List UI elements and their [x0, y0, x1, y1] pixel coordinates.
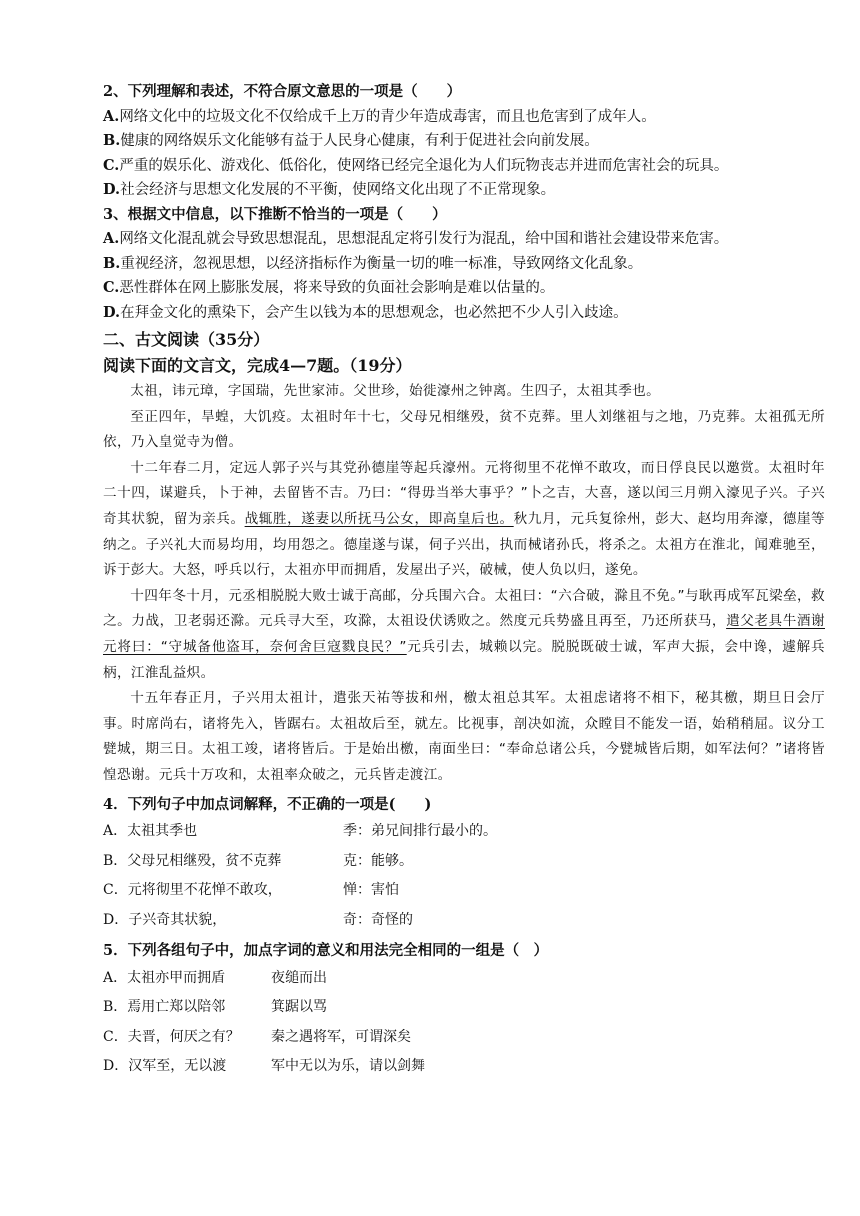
q4-sentence-d: D．子兴奇其状貌， [103, 911, 227, 928]
question-4 [103, 793, 825, 936]
classical-passage [103, 379, 825, 789]
reading-intro: 阅读下面的文言文，完成4—7题。（19分） [103, 356, 412, 375]
q5-left-b: B．焉用亡郑以陪邻 [103, 999, 226, 1015]
q5-left-c: C．夫晋，何厌之有？ [103, 1028, 240, 1045]
exam-page [103, 80, 825, 1082]
q4-meaning-a: 季：弟兄间排行最小的。 [343, 823, 497, 839]
question-4-title: 4．下列句子中加点词解释，不正确的一项是( ) [103, 795, 432, 813]
underlined-sentence-2: 遣父老具牛酒谢元将曰：“守城备他盗耳，奈何舍巨寇戮良民？” [103, 613, 825, 655]
q4-sentence-b: B．父母兄相继殁，贫不克葬 [103, 852, 282, 869]
q5-left-a: A．太祖亦甲而拥盾 [103, 969, 226, 986]
q4-options [103, 817, 825, 935]
question-2 [103, 80, 825, 203]
q2-option-b: B.健康的网络娱乐文化能够有益于人民身心健康，有利于促进社会向前发展。 [103, 132, 599, 149]
passage-paragraph-4: 十四年冬十月，元丞相脱脱大败士诚于高邮，分兵围六合。太祖曰：“六合破，滁且不免。”与耿再成军瓦梁垒，救之。力战，卫老弱还滁。元兵寻大至，攻滁，太祖设伏诱败之。然度元兵势盛且再至，乃还所获马，遣父老具牛酒谢元将曰：“守城备他盗耳，奈何舍巨寇戮良民？”元兵引去，城赖以完。脱脱既破士诚，军声大振，会中谗，遽解兵柄，江淮乱益炽。 [103, 587, 825, 681]
q4-meaning-b: 克：能够。 [343, 852, 413, 869]
question-3 [103, 203, 825, 326]
q5-right-b: 箕踞以骂 [271, 999, 327, 1015]
q4-sentence-a: A．太祖其季也 [103, 823, 198, 839]
question-5-title: 5．下列各组句子中，加点字词的意义和用法完全相同的一组是（ ） [103, 942, 549, 959]
question-3-title: 3、根据文中信息，以下推断不恰当的一项是（ ） [103, 205, 447, 223]
passage-paragraph-2: 至正四年，旱蝗，大饥疫。太祖时年十七，父母兄相继殁，贫不克葬。里人刘继祖与之地，乃克葬。太祖孤无所依，乃入皇觉寺为僧。 [103, 408, 825, 451]
q2-option-d: D.社会经济与思想文化发展的不平衡，使网络文化出现了不正常现象。 [103, 181, 556, 198]
q5-left-d: D．汉军至，无以渡 [103, 1058, 227, 1074]
passage-paragraph-1: 太祖，讳元璋，字国瑞，先世家沛。父世珍，始徙濠州之钟离。生四子，太祖其季也。 [130, 383, 661, 399]
question-5 [103, 939, 825, 1082]
q5-right-d: 军中无以为乐，请以剑舞 [271, 1058, 425, 1074]
q2-option-c: C.严重的娱乐化、游戏化、低俗化，使网络已经完全退化为人们玩物丧志并进而危害社会的玩具。 [103, 156, 729, 174]
q5-right-a: 夜缒而出 [271, 969, 327, 986]
underlined-sentence-1: 战辄胜，遂妻以所抚马公女，即高皇后也。 [244, 510, 514, 527]
q5-right-c: 秦之遇将军，可谓深矣 [271, 1028, 411, 1045]
passage-paragraph-3: 十二年春二月，定远人郭子兴与其党孙德崖等起兵濠州。元将彻里不花惮不敢攻，而日俘良民以邀赏。太祖时年二十四，谋避兵，卜于神，去留皆不吉。乃曰：“得毋当举大事乎？”卜之吉，大喜，遂以闰三月朔入濠见子兴。子兴奇其状貌，留为亲兵。战辄胜，遂妻以所抚马公女，即高皇后也。秋九月，元兵复徐州，彭大、赵均用奔濠，德崖等纳之。子兴礼大而易均用，均用怨之。德崖遂与谋，伺子兴出，执而械诸孙氏，将杀之。太祖方在淮北，闻难驰至，诉于彭大。大怒，呼兵以行，太祖亦甲而拥盾，发屋出子兴，破械，使人负以归，遂免。 [103, 459, 825, 579]
question-2-title: 2、下列理解和表述，不符合原文意思的一项是（ ） [103, 83, 462, 100]
q5-options [103, 964, 825, 1082]
q4-sentence-c: C．元将彻里不花惮不敢攻， [103, 882, 282, 898]
q2-option-a: A.网络文化中的垃圾文化不仅给成千上万的青少年造成毒害，而且也危害到了成年人。 [103, 107, 656, 125]
q3-option-b: B.重视经济，忽视思想，以经济指标作为衡量一切的唯一标准，导致网络文化乱象。 [103, 254, 643, 272]
q3-option-c: C.恶性群体在网上膨胀发展，将来导致的负面社会影响是难以估量的。 [103, 279, 555, 296]
section-heading: 二、古文阅读（35分） [103, 330, 270, 349]
q4-meaning-d: 奇：奇怪的 [343, 911, 413, 928]
q4-meaning-c: 惮：害怕 [343, 882, 399, 898]
q3-option-a: A.网络文化混乱就会导致思想混乱，思想混乱定将引发行为混乱，给中国和谐社会建设带来危害。 [103, 230, 729, 247]
q3-option-d: D.在拜金文化的熏染下，会产生以钱为本的思想观念，也必然把不少人引入歧途。 [103, 303, 628, 321]
passage-paragraph-5: 十五年春正月，子兴用太祖计，遣张天祐等拔和州，檄太祖总其军。太祖虑诸将不相下，秘其檄，期旦日会厅事。时席尚右，诸将先入，皆踞右。太祖故后至，就左。比视事，剖决如流，众瞠目不能发一语，始稍稍屈。议分工甓城，期三日。太祖工竣，诸将皆后。于是始出檄，南面坐曰：“奉命总诸公兵，今甓城皆后期，如军法何？”诸将皆惶恐谢。元兵十万攻和，太祖率众破之，元兵皆走渡江。 [103, 690, 825, 783]
